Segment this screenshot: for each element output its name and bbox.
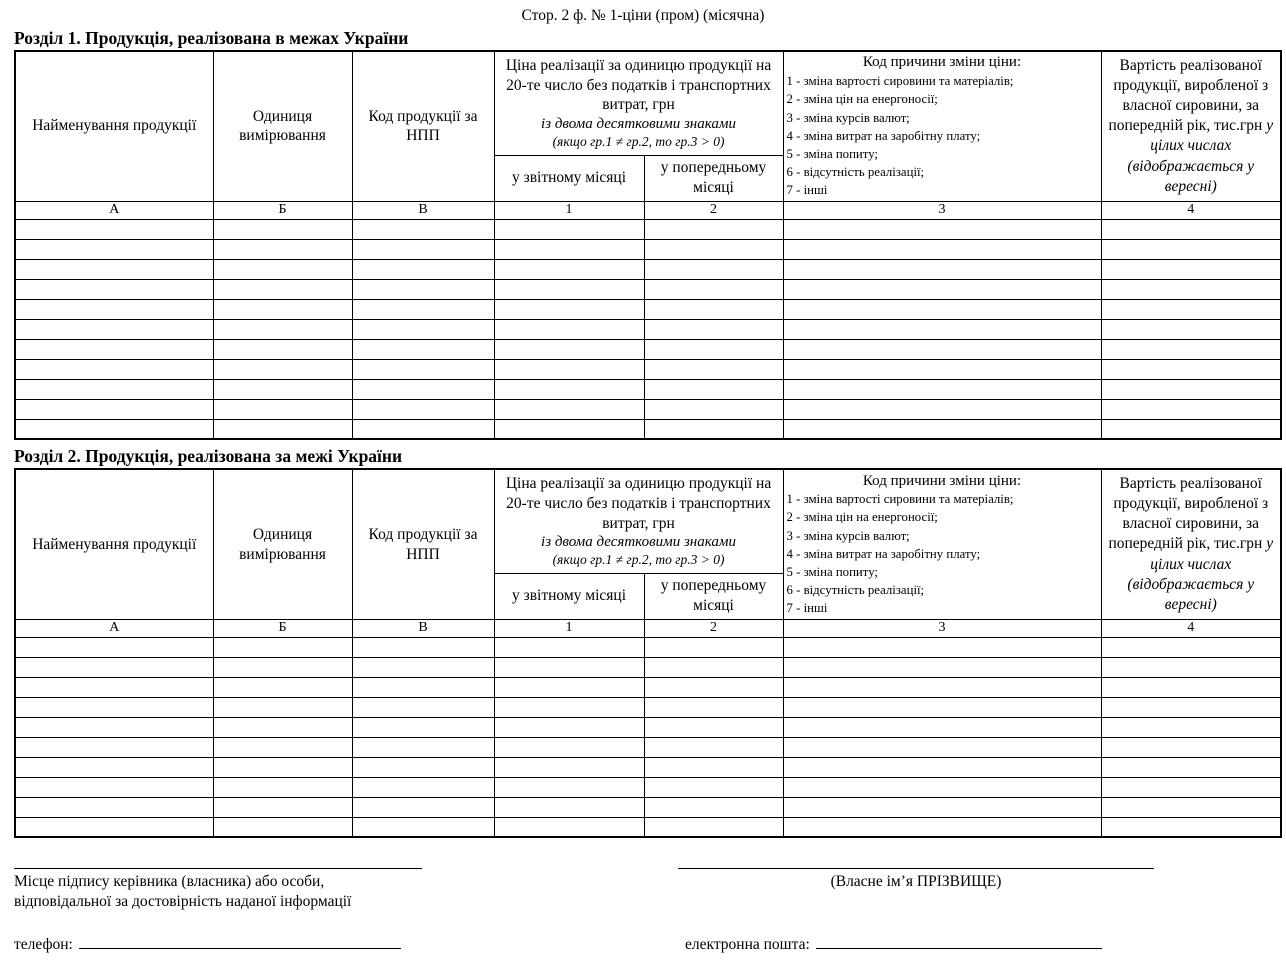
col-header-reason xyxy=(783,51,1101,201)
empty-cell xyxy=(644,677,783,697)
empty-cell xyxy=(213,279,352,299)
table-row xyxy=(15,797,1281,817)
empty-cell xyxy=(1101,259,1281,279)
col-number-2: 2 xyxy=(644,201,783,219)
col-header-code: Код продукції за НПП xyxy=(352,469,494,619)
empty-cell xyxy=(352,817,494,837)
empty-cell xyxy=(783,399,1101,419)
col-header-value xyxy=(1101,51,1281,201)
col-header-previous-month: у попередньому місяці xyxy=(644,573,783,619)
reason-item: 7 - інші xyxy=(786,601,828,616)
empty-cell xyxy=(213,817,352,837)
signature-note-line1: Місце підпису керівника (власника) або особи, xyxy=(14,873,325,891)
reason-item: 6 - відсутність реалізації; xyxy=(786,583,925,598)
signature-block xyxy=(14,868,422,912)
price-header-text: Ціна реалізації за одиницю продукції на 20-те число без податків і транспортних витрат, грн xyxy=(505,474,772,532)
empty-cell xyxy=(352,717,494,737)
empty-cell xyxy=(15,777,213,797)
empty-cell xyxy=(644,757,783,777)
empty-cell xyxy=(644,219,783,239)
table-row xyxy=(15,399,1281,419)
empty-cell xyxy=(352,737,494,757)
col-letter-v: В xyxy=(352,619,494,637)
col-header-report-month: у звітному місяці xyxy=(494,573,644,619)
empty-cell xyxy=(213,657,352,677)
empty-cell xyxy=(213,379,352,399)
empty-cell xyxy=(644,797,783,817)
empty-cell xyxy=(213,399,352,419)
section-2-rows xyxy=(15,637,1281,837)
empty-cell xyxy=(15,419,213,439)
empty-cell xyxy=(15,797,213,817)
table-row xyxy=(15,279,1281,299)
name-block xyxy=(678,868,1154,892)
col-letter-b: Б xyxy=(213,619,352,637)
reason-item: 2 - зміна цін на енергоносії; xyxy=(786,92,938,107)
empty-cell xyxy=(352,299,494,319)
empty-cell xyxy=(1101,319,1281,339)
value-header-italic: у цілих числах xyxy=(1150,117,1274,155)
empty-cell xyxy=(1101,817,1281,837)
col-number-1: 1 xyxy=(494,201,644,219)
empty-cell xyxy=(352,677,494,697)
table-row xyxy=(15,299,1281,319)
empty-cell xyxy=(15,239,213,259)
empty-cell xyxy=(213,419,352,439)
table-row xyxy=(15,657,1281,677)
col-header-reason xyxy=(783,469,1101,619)
signature-line xyxy=(14,868,422,869)
table-row xyxy=(15,319,1281,339)
col-letter-b: Б xyxy=(213,201,352,219)
empty-cell xyxy=(15,339,213,359)
empty-cell xyxy=(494,379,644,399)
table-row xyxy=(15,677,1281,697)
price-header-note1: із двома десятковими знаками xyxy=(541,534,736,551)
empty-cell xyxy=(494,219,644,239)
empty-cell xyxy=(213,359,352,379)
empty-cell xyxy=(644,777,783,797)
empty-cell xyxy=(644,737,783,757)
empty-cell xyxy=(15,757,213,777)
empty-cell xyxy=(644,259,783,279)
empty-cell xyxy=(644,419,783,439)
col-header-value xyxy=(1101,469,1281,619)
table-row xyxy=(15,239,1281,259)
empty-cell xyxy=(494,399,644,419)
empty-cell xyxy=(494,697,644,717)
value-header-text: Вартість реалізованої продукції, виробленої з власної сировини, за попередній рік, тис.грн xyxy=(1108,475,1269,553)
empty-cell xyxy=(494,339,644,359)
empty-cell xyxy=(1101,339,1281,359)
empty-cell xyxy=(494,657,644,677)
empty-cell xyxy=(644,239,783,259)
reason-item: 6 - відсутність реалізації; xyxy=(786,164,925,179)
name-caption: (Власне ім’я ПРІЗВИЩЕ) xyxy=(830,873,1002,891)
page-title: Стор. 2 ф. № 1-ціни (пром) (місячна) xyxy=(521,7,765,24)
empty-cell xyxy=(494,299,644,319)
empty-cell xyxy=(1101,399,1281,419)
empty-cell xyxy=(352,419,494,439)
table-row xyxy=(15,339,1281,359)
col-number-4: 4 xyxy=(1101,619,1281,637)
reason-item: 1 - зміна вартості сировини та матеріалів; xyxy=(786,492,1014,507)
reason-item: 1 - зміна вартості сировини та матеріалів; xyxy=(786,74,1014,89)
empty-cell xyxy=(213,797,352,817)
empty-cell xyxy=(352,239,494,259)
empty-cell xyxy=(494,777,644,797)
price-header-note2: (якщо гр.1 ≠ гр.2, то гр.3 > 0) xyxy=(552,552,725,568)
section-2-table xyxy=(14,468,1282,838)
empty-cell xyxy=(352,279,494,299)
price-header-note2: (якщо гр.1 ≠ гр.2, то гр.3 > 0) xyxy=(552,134,725,150)
empty-cell xyxy=(15,657,213,677)
empty-cell xyxy=(494,259,644,279)
name-line xyxy=(678,868,1154,869)
table-row xyxy=(15,817,1281,837)
col-header-price xyxy=(494,469,783,573)
price-header-text: Ціна реалізації за одиницю продукції на 20-те число без податків і транспортних витрат, грн xyxy=(505,56,772,114)
phone-blank-field xyxy=(79,934,401,949)
empty-cell xyxy=(1101,737,1281,757)
empty-cell xyxy=(644,279,783,299)
empty-cell xyxy=(352,339,494,359)
empty-cell xyxy=(213,777,352,797)
empty-cell xyxy=(644,657,783,677)
empty-cell xyxy=(352,697,494,717)
empty-cell xyxy=(783,339,1101,359)
empty-cell xyxy=(783,259,1101,279)
empty-cell xyxy=(352,259,494,279)
empty-cell xyxy=(352,219,494,239)
empty-cell xyxy=(783,797,1101,817)
empty-cell xyxy=(1101,677,1281,697)
reason-item: 5 - зміна попиту; xyxy=(786,146,878,161)
empty-cell xyxy=(213,299,352,319)
table-row xyxy=(15,379,1281,399)
empty-cell xyxy=(15,219,213,239)
empty-cell xyxy=(494,717,644,737)
empty-cell xyxy=(494,419,644,439)
empty-cell xyxy=(644,359,783,379)
empty-cell xyxy=(15,399,213,419)
empty-cell xyxy=(1101,717,1281,737)
phone-row xyxy=(14,934,401,954)
col-header-product-name: Найменування продукції xyxy=(15,51,213,201)
empty-cell xyxy=(494,279,644,299)
reason-item: 7 - інші xyxy=(786,183,828,198)
empty-cell xyxy=(352,399,494,419)
empty-cell xyxy=(15,379,213,399)
price-header-note1: із двома десятковими знаками xyxy=(541,116,736,133)
empty-cell xyxy=(494,637,644,657)
empty-cell xyxy=(213,757,352,777)
empty-cell xyxy=(644,319,783,339)
reason-title: Код причини зміни ціни: xyxy=(862,472,1022,489)
empty-cell xyxy=(213,677,352,697)
col-number-1: 1 xyxy=(494,619,644,637)
table-row xyxy=(15,259,1281,279)
col-letter-a: А xyxy=(15,619,213,637)
empty-cell xyxy=(644,299,783,319)
empty-cell xyxy=(783,379,1101,399)
empty-cell xyxy=(352,777,494,797)
empty-cell xyxy=(352,797,494,817)
empty-cell xyxy=(644,697,783,717)
empty-cell xyxy=(783,319,1101,339)
email-blank-field xyxy=(816,934,1102,949)
empty-cell xyxy=(644,637,783,657)
empty-cell xyxy=(783,757,1101,777)
empty-cell xyxy=(1101,279,1281,299)
empty-cell xyxy=(783,359,1101,379)
empty-cell xyxy=(352,757,494,777)
empty-cell xyxy=(644,817,783,837)
section-2 xyxy=(0,446,1286,838)
empty-cell xyxy=(494,239,644,259)
empty-cell xyxy=(1101,219,1281,239)
empty-cell xyxy=(494,757,644,777)
empty-cell xyxy=(213,717,352,737)
reason-item: 2 - зміна цін на енергоносії; xyxy=(786,510,938,525)
empty-cell xyxy=(213,319,352,339)
table-row xyxy=(15,637,1281,657)
empty-cell xyxy=(213,339,352,359)
empty-cell xyxy=(213,239,352,259)
empty-cell xyxy=(783,239,1101,259)
footer xyxy=(14,868,1280,961)
empty-cell xyxy=(783,219,1101,239)
reason-item: 4 - зміна витрат на заробітну плату; xyxy=(786,128,981,143)
email-row xyxy=(685,934,1102,954)
empty-cell xyxy=(783,737,1101,757)
empty-cell xyxy=(213,737,352,757)
empty-cell xyxy=(15,717,213,737)
empty-cell xyxy=(15,319,213,339)
empty-cell xyxy=(15,637,213,657)
empty-cell xyxy=(1101,637,1281,657)
empty-cell xyxy=(15,359,213,379)
empty-cell xyxy=(352,637,494,657)
table-row xyxy=(15,697,1281,717)
empty-cell xyxy=(352,319,494,339)
empty-cell xyxy=(352,657,494,677)
table-row xyxy=(15,777,1281,797)
col-header-report-month: у звітному місяці xyxy=(494,155,644,201)
email-label: електронна пошта: xyxy=(685,936,810,954)
empty-cell xyxy=(15,817,213,837)
empty-cell xyxy=(783,697,1101,717)
empty-cell xyxy=(783,777,1101,797)
phone-label: телефон: xyxy=(14,936,73,954)
section-1-heading: Розділ 1. Продукція, реалізована в межах України xyxy=(14,28,409,48)
empty-cell xyxy=(494,677,644,697)
empty-cell xyxy=(783,279,1101,299)
value-header-text: Вартість реалізованої продукції, виробленої з власної сировини, за попередній рік, тис.грн xyxy=(1108,56,1269,135)
reason-item: 5 - зміна попиту; xyxy=(786,564,878,579)
empty-cell xyxy=(1101,697,1281,717)
empty-cell xyxy=(15,259,213,279)
empty-cell xyxy=(1101,777,1281,797)
table-row xyxy=(15,359,1281,379)
empty-cell xyxy=(783,677,1101,697)
empty-cell xyxy=(15,299,213,319)
col-header-unit: Одиниця вимірювання xyxy=(213,469,352,619)
section-1 xyxy=(0,28,1286,440)
col-letter-a: А xyxy=(15,201,213,219)
empty-cell xyxy=(1101,797,1281,817)
col-header-price xyxy=(494,51,783,155)
col-number-3: 3 xyxy=(783,619,1101,637)
empty-cell xyxy=(644,379,783,399)
empty-cell xyxy=(783,657,1101,677)
empty-cell xyxy=(352,379,494,399)
section-2-heading: Розділ 2. Продукція, реалізована за межі України xyxy=(14,446,403,467)
empty-cell xyxy=(783,717,1101,737)
table-row xyxy=(15,419,1281,439)
empty-cell xyxy=(352,359,494,379)
empty-cell xyxy=(1101,419,1281,439)
empty-cell xyxy=(1101,359,1281,379)
empty-cell xyxy=(644,717,783,737)
empty-cell xyxy=(213,697,352,717)
value-header-note: (відображається у вересні) xyxy=(1127,157,1255,195)
col-number-4: 4 xyxy=(1101,201,1281,219)
empty-cell xyxy=(1101,299,1281,319)
value-header-italic: у цілих числах xyxy=(1150,535,1274,573)
col-letter-v: В xyxy=(352,201,494,219)
signature-note-line2: відповідальної за достовірність наданої інформації xyxy=(14,893,352,911)
col-number-3: 3 xyxy=(783,201,1101,219)
section-1-rows xyxy=(15,219,1281,439)
section-1-table xyxy=(14,50,1282,440)
empty-cell xyxy=(15,677,213,697)
col-header-previous-month: у попередньому місяці xyxy=(644,155,783,201)
table-row xyxy=(15,737,1281,757)
empty-cell xyxy=(494,359,644,379)
col-header-product-name: Найменування продукції xyxy=(15,469,213,619)
empty-cell xyxy=(494,319,644,339)
empty-cell xyxy=(1101,379,1281,399)
empty-cell xyxy=(213,259,352,279)
empty-cell xyxy=(1101,239,1281,259)
empty-cell xyxy=(494,797,644,817)
empty-cell xyxy=(15,279,213,299)
empty-cell xyxy=(1101,657,1281,677)
empty-cell xyxy=(644,339,783,359)
col-number-2: 2 xyxy=(644,619,783,637)
empty-cell xyxy=(783,299,1101,319)
reason-title: Код причини зміни ціни: xyxy=(862,54,1022,71)
table-row xyxy=(15,717,1281,737)
empty-cell xyxy=(494,817,644,837)
empty-cell xyxy=(213,637,352,657)
empty-cell xyxy=(783,817,1101,837)
empty-cell xyxy=(783,637,1101,657)
empty-cell xyxy=(15,697,213,717)
reason-item: 3 - зміна курсів валют; xyxy=(786,110,910,125)
table-row xyxy=(15,219,1281,239)
empty-cell xyxy=(644,399,783,419)
value-header-note: (відображається у вересні) xyxy=(1127,575,1255,613)
empty-cell xyxy=(213,219,352,239)
col-header-unit: Одиниця вимірювання xyxy=(213,51,352,201)
empty-cell xyxy=(783,419,1101,439)
reason-item: 4 - зміна витрат на заробітну плату; xyxy=(786,546,981,561)
empty-cell xyxy=(15,737,213,757)
empty-cell xyxy=(494,737,644,757)
col-header-code: Код продукції за НПП xyxy=(352,51,494,201)
empty-cell xyxy=(1101,757,1281,777)
table-row xyxy=(15,757,1281,777)
reason-item: 3 - зміна курсів валют; xyxy=(786,528,910,543)
